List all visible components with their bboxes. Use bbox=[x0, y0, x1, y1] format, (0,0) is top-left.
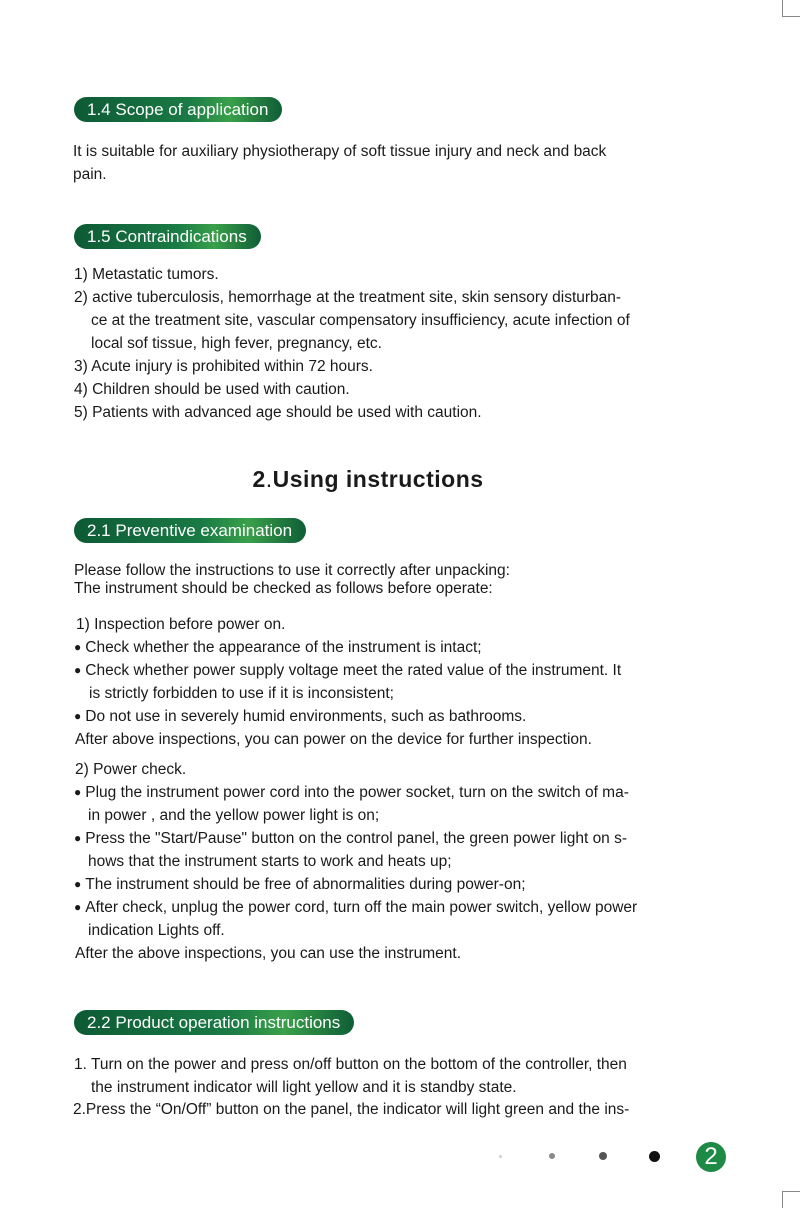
bullet-item: ● Plug the instrument power cord into the power socket, turn on the switch of ma- bbox=[74, 783, 629, 803]
crop-mark bbox=[782, 1191, 800, 1192]
crop-mark bbox=[782, 1191, 783, 1208]
chapter-number: 2 bbox=[252, 466, 266, 492]
subheading: 2) Power check. bbox=[75, 761, 187, 778]
crop-mark bbox=[782, 16, 800, 17]
list-item-cont: ce at the treatment site, vascular compensatory insufficiency, acute infection of bbox=[91, 312, 630, 329]
body-text: The instrument should be checked as follows before operate: bbox=[74, 580, 493, 597]
body-text: pain. bbox=[73, 166, 107, 183]
chapter-dot: . bbox=[265, 466, 273, 492]
list-item: 2.Press the “On/Off” button on the panel, the indicator will light green and the ins- bbox=[73, 1101, 630, 1118]
page-number-badge: 2 bbox=[696, 1142, 726, 1172]
page-dot bbox=[599, 1152, 607, 1160]
subheading: 1) Inspection before power on. bbox=[76, 616, 286, 633]
section-title-1-5: 1.5 Contraindications bbox=[74, 224, 261, 249]
crop-mark bbox=[782, 0, 783, 16]
list-item: 1. Turn on the power and press on/off button on the bottom of the controller, then bbox=[74, 1056, 627, 1073]
section-title-2-2: 2.2 Product operation instructions bbox=[74, 1010, 354, 1035]
list-item-cont: the instrument indicator will light yellow and it is standby state. bbox=[91, 1079, 517, 1096]
bullet-item-cont: indication Lights off. bbox=[88, 922, 225, 939]
bullet-item: ● Check whether power supply voltage meet the rated value of the instrument. It bbox=[74, 661, 621, 681]
bullet-item-cont: hows that the instrument starts to work and heats up; bbox=[88, 853, 452, 870]
section-title-2-1: 2.1 Preventive examination bbox=[74, 518, 306, 543]
page-dot bbox=[499, 1155, 502, 1158]
bullet-item: ● Press the "Start/Pause" button on the control panel, the green power light on s- bbox=[74, 829, 627, 849]
page-dot bbox=[549, 1153, 555, 1159]
bullet-item-cont: in power , and the yellow power light is on; bbox=[88, 807, 380, 824]
chapter-heading bbox=[0, 466, 768, 493]
list-item-cont: local sof tissue, high fever, pregnancy, etc. bbox=[91, 335, 382, 352]
list-item: 5) Patients with advanced age should be used with caution. bbox=[74, 404, 482, 421]
body-text: It is suitable for auxiliary physiotherapy of soft tissue injury and neck and back bbox=[73, 143, 607, 160]
list-item: 4) Children should be used with caution. bbox=[74, 381, 350, 398]
bullet-item: ● Do not use in severely humid environments, such as bathrooms. bbox=[74, 707, 526, 727]
body-text: Please follow the instructions to use it correctly after unpacking: bbox=[74, 562, 510, 579]
list-item: 2) active tuberculosis, hemorrhage at the treatment site, skin sensory disturban- bbox=[74, 289, 622, 306]
page-dot bbox=[649, 1151, 660, 1162]
body-text: After the above inspections, you can use the instrument. bbox=[75, 945, 462, 962]
section-title-1-4: 1.4 Scope of application bbox=[74, 97, 282, 122]
list-item: 1) Metastatic tumors. bbox=[74, 266, 219, 283]
list-item: 3) Acute injury is prohibited within 72 hours. bbox=[74, 358, 373, 375]
bullet-item: ● After check, unplug the power cord, turn off the main power switch, yellow power bbox=[74, 898, 637, 918]
bullet-item-cont: is strictly forbidden to use if it is inconsistent; bbox=[89, 685, 394, 702]
chapter-title: Using instructions bbox=[272, 466, 484, 492]
bullet-item: ● Check whether the appearance of the instrument is intact; bbox=[74, 638, 482, 658]
bullet-item: ● The instrument should be free of abnormalities during power-on; bbox=[74, 875, 526, 895]
body-text: After above inspections, you can power on the device for further inspection. bbox=[75, 731, 592, 748]
